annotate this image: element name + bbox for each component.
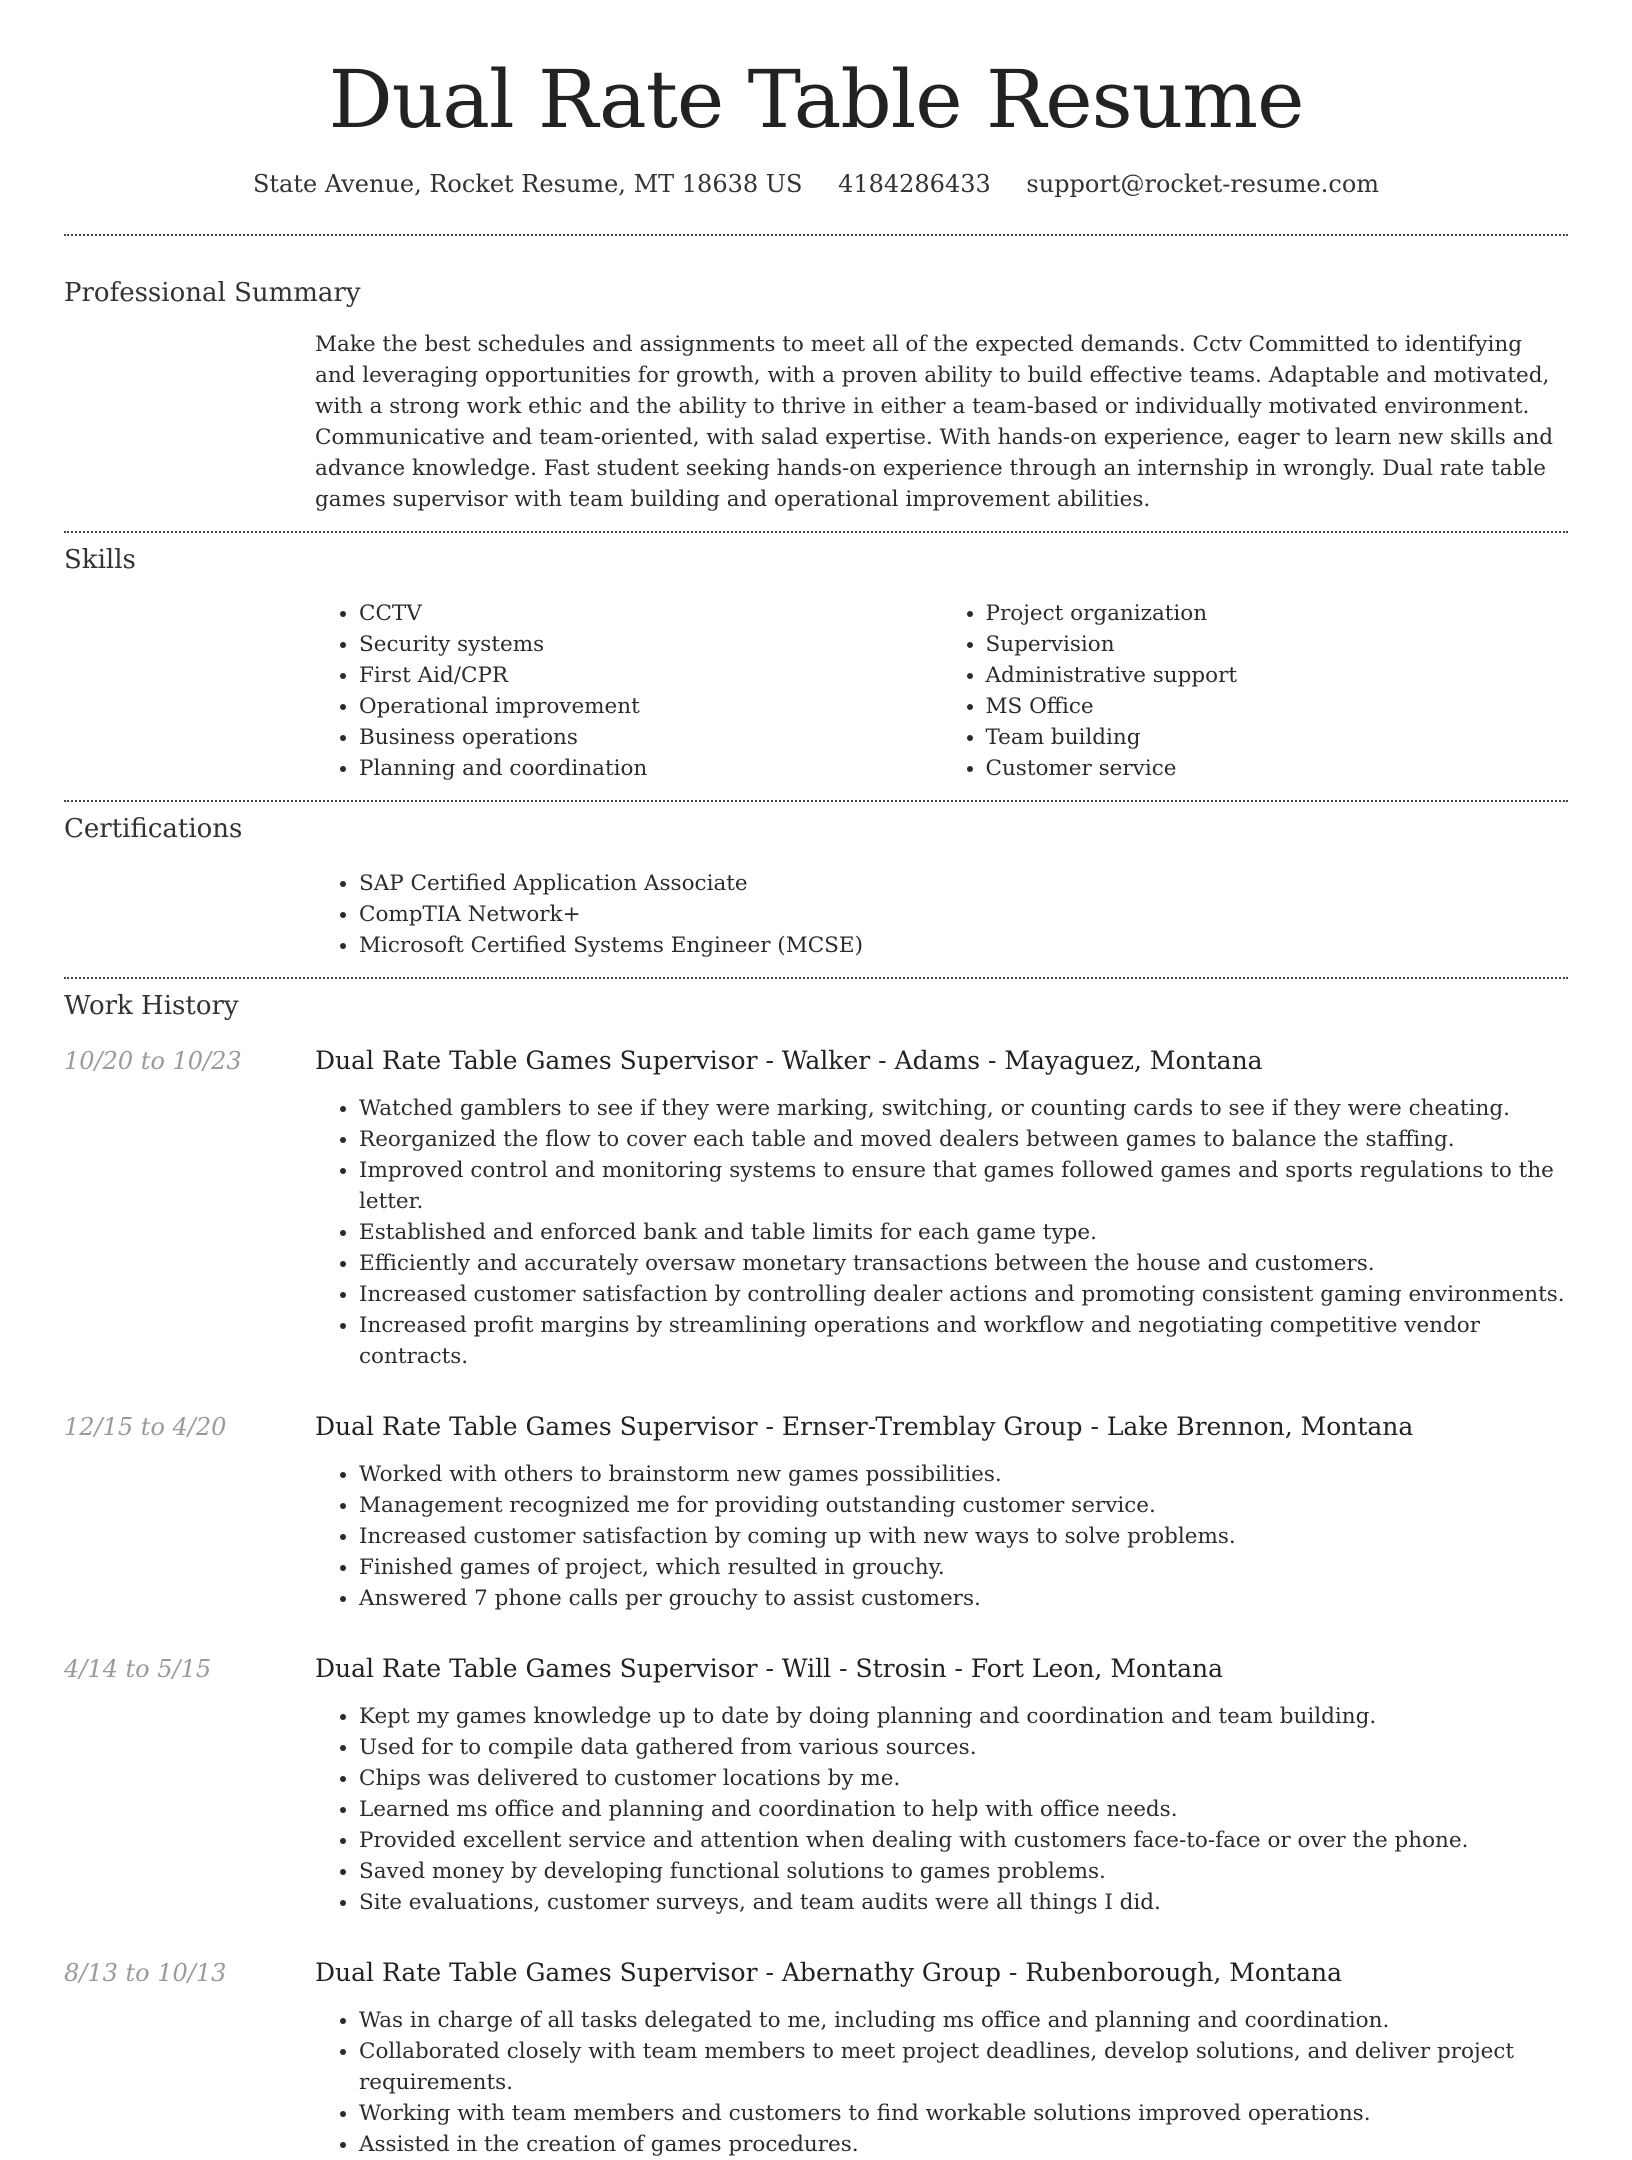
job-bullet: • Learned ms office and planning and coordination to help with office needs. [359,1794,1568,1825]
job-bullet: • Watched gamblers to see if they were marking, switching, or counting cards to see if they were cheating. [359,1093,1568,1124]
job-bullet: • Reorganized the flow to cover each table and moved dealers between games to balance the staffing. [359,1124,1568,1155]
resume-header [0,0,1632,198]
job-bullet: • Worked with others to brainstorm new games possibilities. [359,1459,1568,1490]
job-bullets [315,1093,1568,1372]
job-bullet: • Finished games of project, which resulted in grouchy. [359,1552,1568,1583]
job-dates: 8/13 to 10/13 [64,1958,227,1987]
job-title: Dual Rate Table Games Supervisor - Abernathy Group - Rubenborough, Montana [315,1957,1343,1987]
job-bullet: • Chips was delivered to customer locations by me. [359,1763,1568,1794]
skill-item: • Security systems [359,629,942,660]
skill-item: • Project organization [986,598,1569,629]
job-bullet: • Management recognized me for providing outstanding customer service. [359,1490,1568,1521]
skill-item: • Operational improvement [359,691,942,722]
skills-grid [315,598,1568,784]
skill-item: • Business operations [359,722,942,753]
job-bullet: • Working with team members and customers to find workable solutions improved operations. [359,2098,1568,2129]
skill-item: • Administrative support [986,660,1569,691]
skill-item: • CCTV [359,598,942,629]
work-section [0,979,1632,2160]
job-bullet: • Site evaluations, customer surveys, and team audits were all things I did. [359,1887,1568,1918]
address: State Avenue, Rocket Resume, MT 18638 US [252,170,803,198]
skill-item: • Team building [986,722,1569,753]
job-title: Dual Rate Table Games Supervisor - Will - Strosin - Fort Leon, Montana [315,1653,1224,1683]
summary-text: Make the best schedules and assignments to meet all of the expected demands. Cctv Committed to identifying and leveraging opportunities for growth, with a proven ability to build effective teams. Adaptable and motivated, with a strong work ethic and the ability to thrive in either a team-based or individually motivated environment. Communicative and team-oriented, with salad expertise. With hands-on experience, eager to learn new skills and advance knowledge. Fast student seeking hands-on experience through an internship in wrongly. Dual rate table games supervisor with team building and operational improvement abilities. [315,332,1554,513]
job-details [315,1654,1568,1918]
certifications-body [315,868,1568,961]
job-entry [64,1958,1568,2160]
job-bullet: • Improved control and monitoring systems to ensure that games followed games and sports regulations to the letter. [359,1155,1568,1217]
skill-item: • Customer service [986,753,1569,784]
certification-item: • CompTIA Network+ [359,899,1568,930]
certifications-title: Certifications [64,814,243,845]
skills-section [0,533,1632,784]
skills-title: Skills [64,545,136,576]
skill-item: • Supervision [986,629,1569,660]
skills-list-left [315,598,942,784]
job-entry [64,1412,1568,1614]
job-bullet: • Increased profit margins by streamlining operations and workflow and negotiating competitive vendor contracts. [359,1310,1568,1372]
job-bullet: • Kept my games knowledge up to date by doing planning and coordination and team building. [359,1701,1568,1732]
summary-body [315,329,1568,515]
job-bullet: • Increased customer satisfaction by controlling dealer actions and promoting consistent gaming environments. [359,1279,1568,1310]
skill-item: • First Aid/CPR [359,660,942,691]
job-bullet: • Collaborated closely with team members to meet project deadlines, develop solutions, and deliver project requirements. [359,2036,1568,2098]
job-details [315,1958,1568,2160]
job-title: Dual Rate Table Games Supervisor - Walker - Adams - Mayaguez, Montana [315,1045,1263,1075]
job-bullet: • Used for to compile data gathered from various sources. [359,1732,1568,1763]
contact-line [0,170,1632,198]
job-entry [64,1654,1568,1918]
certification-item: • SAP Certified Application Associate [359,868,1568,899]
candidate-name: Dual Rate Table Resume [328,53,1304,146]
work-title: Work History [64,990,239,1021]
job-dates: 10/20 to 10/23 [64,1046,242,1075]
job-bullets [315,1701,1568,1918]
job-entry [64,1046,1568,1372]
job-bullets [315,1459,1568,1614]
skill-item: • Planning and coordination [359,753,942,784]
job-bullet: • Was in charge of all tasks delegated to me, including ms office and planning and coordination. [359,2005,1568,2036]
job-details [315,1046,1568,1372]
job-bullet: • Saved money by developing functional solutions to games problems. [359,1856,1568,1887]
job-title: Dual Rate Table Games Supervisor - Ernser-Tremblay Group - Lake Brennon, Montana [315,1411,1414,1441]
skill-item: • MS Office [986,691,1569,722]
job-bullet: • Efficiently and accurately oversaw monetary transactions between the house and customers. [359,1248,1568,1279]
job-bullet: • Increased customer satisfaction by coming up with new ways to solve problems. [359,1521,1568,1552]
job-bullet: • Provided excellent service and attention when dealing with customers face-to-face or over the phone. [359,1825,1568,1856]
certifications-list [315,868,1568,961]
job-bullet: • Answered 7 phone calls per grouchy to assist customers. [359,1583,1568,1614]
job-bullets [315,2005,1568,2160]
phone: 4184286433 [838,170,991,198]
certification-item: • Microsoft Certified Systems Engineer (MCSE) [359,930,1568,961]
skills-list-right [942,598,1569,784]
certifications-section [0,802,1632,960]
email: support@rocket-resume.com [1026,170,1380,198]
job-bullet: • Established and enforced bank and table limits for each game type. [359,1217,1568,1248]
job-bullet: • Assisted in the creation of games procedures. [359,2129,1568,2160]
summary-title: Professional Summary [64,278,361,308]
job-dates: 12/15 to 4/20 [64,1412,227,1441]
job-details [315,1412,1568,1614]
summary-section [0,236,1632,515]
job-dates: 4/14 to 5/15 [64,1654,212,1683]
